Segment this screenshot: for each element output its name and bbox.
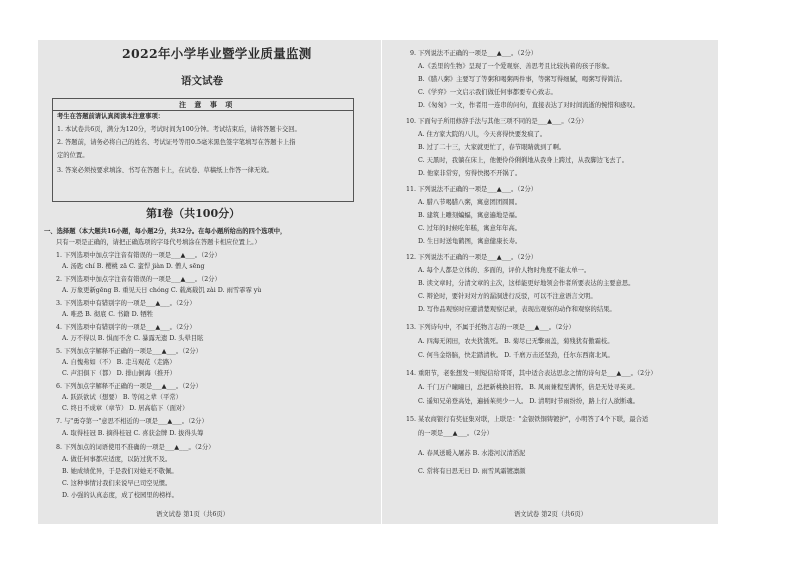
question-stem: 7. 与"勇夺第一"意思不相近的一项是___▲___。（2分）	[56, 418, 208, 425]
notice-line: 考生在答题前请认真阅读本注意事项：	[57, 113, 165, 120]
answer-option: C.《学弈》一文启示我们做任何事都要专心致志。	[418, 89, 557, 96]
answer-option: A. 做任何事都应适度，以防过犹不及。	[62, 456, 172, 463]
answer-options: A. 跃跃欲试（想要） B. 等闲之辈（平常）	[62, 394, 182, 401]
answer-options: C. 终日不成章（章节） D. 居高临下（面对）	[62, 405, 189, 412]
question-stem: 2. 下列选项中加点字注音有错误的一项是___▲___。（2分）	[56, 276, 221, 283]
exam-subtitle: 语文试卷	[181, 75, 223, 87]
answer-options: A. 唯恐 B. 彻底 C. 书籍 D. 牺牲	[62, 311, 153, 318]
question-stem: 15. 某农商银行有奖征集对联，上联是："金银铁铜铸镀护"，小明答了4个下联，最合适	[406, 416, 649, 423]
answer-options: C. 遥知兄弟登高处，遍插茱萸少一人。 D. 清明时节雨纷纷，路上行人欲断魂。	[418, 398, 639, 405]
page-footer: 语文试卷 第2页（共6页）	[514, 511, 587, 518]
exam-title: 2022年小学毕业暨学业质量监测	[122, 46, 312, 61]
notice-line: 2. 答题前，请务必将自己的姓名、考试证号等用0.5毫米黑色签字笔填写在答题卡上指	[57, 139, 296, 146]
question-stem: 3. 下列选项中有错别字的一项是___▲___。（2分）	[56, 300, 196, 307]
answer-options: A. 取得桂冠 B. 摘得桂冠 C. 喜获金牌 D. 拔得头筹	[62, 430, 204, 437]
question-stem: 8. 下列加点的词语使用不准确的一项是___▲___。（2分）	[56, 444, 215, 451]
answer-option: C. 天黑时，我躺在床上，他便伶伶俐俐地从我身上跨过，从我脚边飞去了。	[418, 157, 629, 164]
notice-line: 1. 本试卷共6页，满分为120分，考试时间为100分钟。考试结束后，请将答题卡交回。	[57, 126, 301, 133]
notice-line: 3. 答案必须按要求填涂、书写在答题卡上，在试卷、草稿纸上作答一律无效。	[57, 167, 273, 174]
question-stem: 12. 下列说法不正确的一项是___▲___。（2分）	[406, 254, 538, 261]
answer-options: A. 千门万户曈曈日，总把新桃换旧符。 B. 风雨兼程至满怀，倍是无处寻英灵。	[418, 384, 639, 391]
question-stem: 10. 下面句子所用修辞手法与其他三项不同的是___▲___。（2分）	[406, 118, 588, 125]
answer-options: C. 声泪俱下（都） D. 排山倒海（推开）	[62, 370, 176, 377]
question-stem: 4. 下列选项中有错别字的一项是___▲___。（2分）	[56, 324, 196, 331]
answer-option: A. 腊八节喝腊八粥，寓意团团圆圆。	[418, 199, 522, 206]
answer-options: A. 春风送暖入屠苏 B. 水港河汉清滔泥	[418, 450, 526, 457]
answer-option: D. 他家非常穷，穷得快揭不开锅了。	[418, 170, 522, 177]
question-stem: 13. 下列诗句中，不属于托物言志的一项是___▲___。（2分）	[406, 324, 575, 331]
answer-option: C. 这种事情讨我们来说早已司空见惯。	[62, 480, 172, 487]
answer-option: B.《腊八粥》主要写了等粥和喝粥两件事，等粥写得细腻，喝粥写得简洁。	[418, 76, 627, 83]
answer-options: A. 万象更新gēng B. 重见天日 chóng C. 载离载饥 zài D. 雨雪霏霏 yù	[62, 287, 262, 294]
exam-page-1	[38, 40, 381, 524]
answer-options: A. 汤匙 chí B. 樱桃 zā C. 蛮悍 jiàn D. 僧人 sēng	[62, 263, 205, 270]
exam-page-2	[382, 40, 718, 524]
answer-options: A. 万不得以 B. 惧而不舍 C. 暴露无遗 D. 头晕目眩	[62, 335, 204, 342]
notice-box	[52, 98, 354, 202]
answer-option: B. 她成绩优异，于是我们对她无不敬佩。	[62, 468, 178, 475]
answer-option: C. 过年的时候吃年糕，寓意年年高。	[418, 225, 522, 232]
answer-options: A. 自愧弗如（不） B. 走马观花（走路）	[62, 359, 176, 366]
notice-line: 定的位置。	[57, 152, 89, 159]
answer-option: B. 过了二十三，大家就更忙了，春节眼睛就到了啊。	[418, 144, 566, 151]
question-stem-cont: 的一项是___▲___。（2分）	[418, 430, 493, 437]
answer-option: A. 住方家大院的八儿，今天喜得快要发疯了。	[418, 131, 547, 138]
answer-option: A. 每个人都是立体的、多面的，评价人物时角度不能太单一。	[418, 267, 591, 274]
answer-option: D.《匆匆》一文，作者用一连串的问句，直接表达了对时间流逝的惋惜和感叹。	[418, 102, 639, 109]
section-title: 第Ⅰ卷（共100分）	[146, 207, 241, 220]
answer-options: C. 常将有日思无日 D. 雨雪风霜镀凛颜	[418, 468, 526, 475]
question-stem: 1. 下列选项中加点字注音有错误的一项是___▲___。（2分）	[56, 252, 221, 259]
question-stem: 14. 重阳节，老张想发一则短信给哥哥，其中适合表达思念之情的诗句是___▲___。（2分）	[406, 370, 657, 377]
question-stem: 9. 下列说法不正确的一项是___▲___。（2分）	[410, 50, 538, 57]
answer-options: C. 何当金络脑，快走踏清秋。 D. 千磨万击还坚劲，任尔东西南北风。	[418, 352, 614, 359]
question-stem: 5. 下列加点字解释不正确的一项是___▲___。（2分）	[56, 348, 202, 355]
answer-option: A.《丢里的生物》呈现了一个爱观察、善思考且比较执着的孩子形象。	[418, 63, 614, 70]
answer-option: B. 读文章时，分清文章的主次，这样能更好地领会作者所要表达的主要意思。	[418, 280, 635, 287]
notice-heading: 注 意 事 项	[179, 100, 236, 109]
question-stem: 11. 下列说法不正确的一项是___▲___。（2分）	[406, 186, 538, 193]
page-footer: 语文试卷 第1页（共6页）	[156, 511, 229, 518]
answer-option: B. 建筑上雕刻蝙蝠，寓意遍地是福。	[418, 212, 522, 219]
answer-options: A. 四海无闲田，农夫犹饿死。 B. 菊尽已无擎雨盖，菊残犹有傲霜枝。	[418, 338, 614, 345]
question-stem: 6. 下列加点字解释不正确的一项是___▲___。（2分）	[56, 383, 202, 390]
answer-option: C. 辩论时，要针对对方的漏洞进行反驳，可以不注意语言文明。	[418, 293, 597, 300]
answer-option: D. 写作品观察时应避清楚观察记录，表现出观察的动作和观察的结果。	[418, 306, 616, 313]
question-instruction: 一、选择题（本大题共16小题，每小题2分，共32分。在每小题所给出的四个选项中，	[44, 228, 287, 235]
answer-option: D. 生日时送龟鹤图，寓意健康长寿。	[418, 238, 522, 245]
answer-option: D. 小强的认真态度，成了校园里的榜样。	[62, 492, 178, 499]
question-instruction: 只有一项是正确的，请把正确选项的字母代号填涂在答题卡相应位置上。）	[56, 239, 261, 246]
